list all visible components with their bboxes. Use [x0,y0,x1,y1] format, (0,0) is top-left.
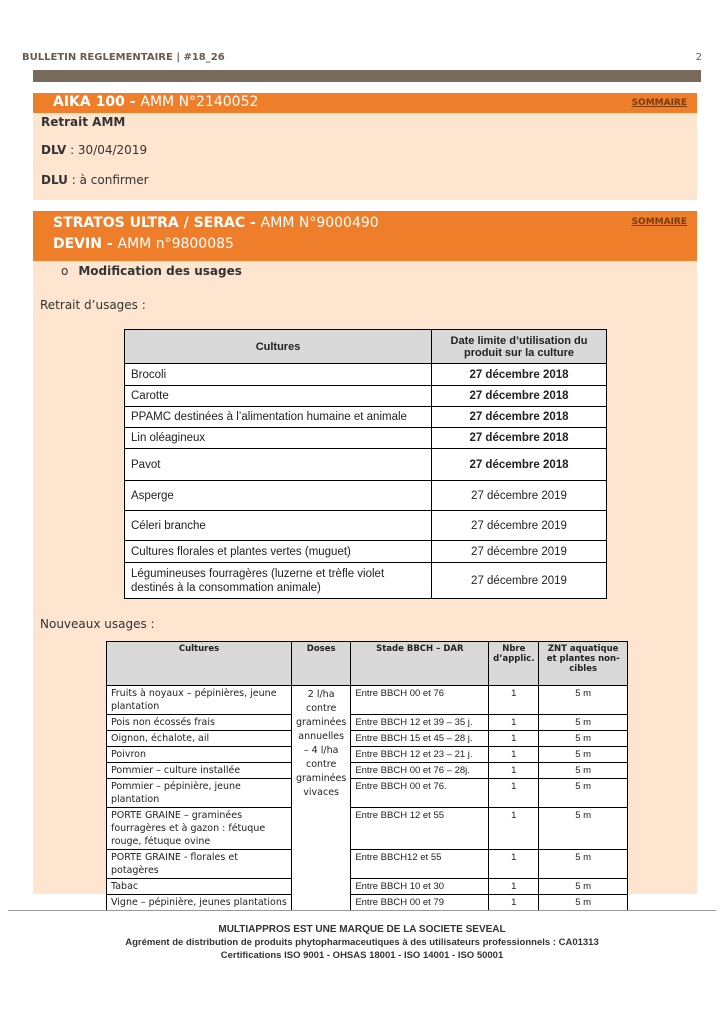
table-row: Poivron Entre BBCH 12 et 23 – 21 j. 1 5 m [107,747,628,763]
bullet-icon: o [61,264,69,278]
section-aika [33,93,697,200]
table-row: Pommier – pépinière, jeune plantation Entre BBCH 00 et 76. 1 5 m [107,779,628,808]
table-row: Oignon, échalote, ail Entre BBCH 15 et 45 – 28 j. 1 5 m [107,731,628,747]
column-header: Cultures [125,330,432,364]
retrait-amm: Retrait AMM [41,115,126,129]
footer-brand: MULTIAPPROS EST UNE MARQUE DE LA SOCIETE SEVEAL [218,924,506,935]
modification-heading: o Modification des usages [61,264,242,278]
retrait-usages-label: Retrait d’usages : [40,298,146,312]
table-row: Brocoli 27 décembre 2018 [125,364,607,386]
table-row: Fruits à noyaux – pépinières, jeune plantation 2 l/ha contre graminées annuelles – 4 l/ha contre graminées vivaces Entre BBCH 00 et 76 1 5 m [107,686,628,715]
column-header: Stade BBCH – DAR [351,642,489,686]
column-header: Cultures [107,642,292,686]
column-header: Doses [292,642,351,686]
footer-agrement: Agrément de distribution de produits phytopharmaceutiques à des utilisateurs professionnels : CA01313 [125,937,599,948]
product-name: AIKA 100 - [53,94,141,110]
page-header [22,52,702,68]
table-row: Pommier – culture installée Entre BBCH 00 et 76 – 28j. 1 5 m [107,763,628,779]
column-header: Nbre d’applic. [489,642,539,686]
amm-number: AMM n°9800085 [117,236,234,252]
page-number: 2 [695,52,702,63]
table-row: Cultures florales et plantes vertes (muguet) 27 décembre 2019 [125,541,607,563]
table-row: Tabac Entre BBCH 10 et 30 1 5 m [107,879,628,895]
column-header: ZNT aquatique et plantes non-cibles [539,642,628,686]
table-row: Asperge 27 décembre 2019 [125,481,607,511]
table-row: Pois non écossés frais Entre BBCH 12 et 39 – 35 j. 1 5 m [107,715,628,731]
table-row: PORTE GRAINE – graminées fourragères et à gazon : fétuque rouge, fétuque ovine Entre BBCH 12 et 55 1 5 m [107,808,628,850]
retrait-usages-table [124,329,607,599]
table-row: Vigne – pépinière, jeunes plantations Entre BBCH 00 et 79 1 5 m [107,895,628,911]
table-row: Pavot 27 décembre 2018 [125,449,607,481]
product-name: DEVIN - [53,236,118,252]
dlv-line: DLV : 30/04/2019 [41,143,148,157]
footer-certifications: Certifications ISO 9001 - OHSAS 18001 - ISO 14001 - ISO 50001 [220,950,504,961]
footer-divider [8,910,716,911]
dlu-line: DLU : à confirmer [41,173,149,187]
table-row: Céleri branche 27 décembre 2019 [125,511,607,541]
dose-cell: 2 l/ha contre graminées annuelles – 4 l/ha contre graminées vivaces [292,686,351,911]
amm-number: AMM N°2140052 [140,94,259,110]
bulletin-title: BULLETIN REGLEMENTAIRE | #18_26 [22,52,225,63]
amm-number: AMM N°9000490 [260,215,379,231]
table-row: Légumineuses fourragères (luzerne et trèfle violet destinés à la consommation animale) 27 décembre 2019 [125,563,607,599]
sommaire-link[interactable]: SOMMAIRE [631,98,687,108]
section-title-aika [33,93,697,113]
sommaire-link[interactable]: SOMMAIRE [631,217,687,227]
product-name: STRATOS ULTRA / SERAC - [53,215,261,231]
table-row: Lin oléagineux 27 décembre 2018 [125,428,607,449]
nouveaux-usages-label: Nouveaux usages : [40,617,155,631]
header-band [33,70,701,82]
table-row: PPAMC destinées à l’alimentation humaine et animale 27 décembre 2018 [125,407,607,428]
nouveaux-usages-table [106,641,628,911]
table-row: PORTE GRAINE - florales et potagères Entre BBCH12 et 55 1 5 m [107,850,628,879]
section-title-stratos [33,211,697,261]
table-row: Carotte 27 décembre 2018 [125,386,607,407]
column-header: Date limite d’utilisation du produit sur la culture [432,330,607,364]
